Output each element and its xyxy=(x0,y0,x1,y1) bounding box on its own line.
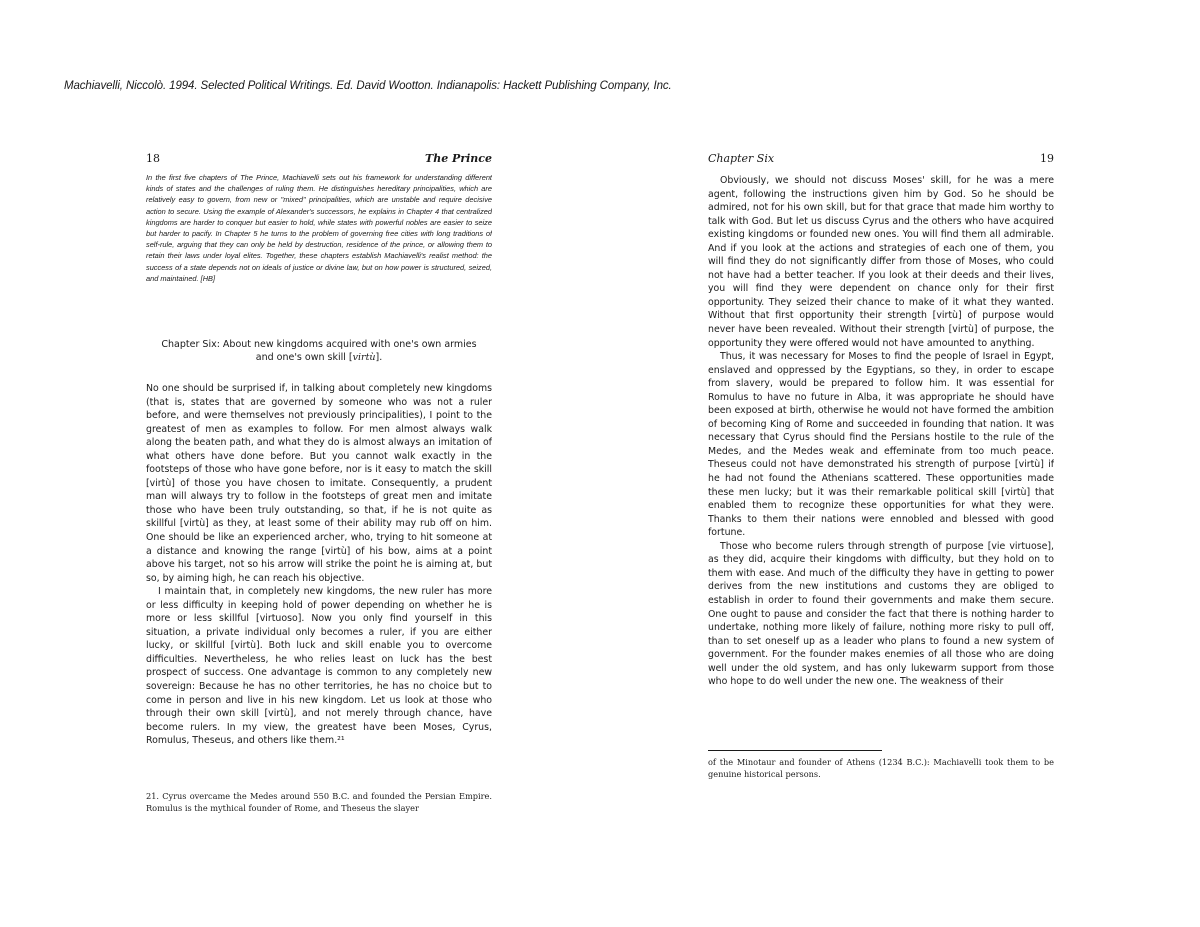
chapter-heading-line2-suffix: ]. xyxy=(375,352,383,363)
right-running-title: Chapter Six xyxy=(708,152,775,165)
right-running-head xyxy=(708,152,1054,170)
left-body-text xyxy=(146,382,492,764)
right-page-number: 19 xyxy=(1040,152,1054,165)
chapter-heading xyxy=(146,338,492,368)
citation-header: Machiavelli, Niccolò. 1994. Selected Political Writings. Ed. David Wootton. Indianapolis: Hackett Publishing Company, Inc. xyxy=(64,80,672,92)
left-running-head xyxy=(146,152,492,170)
chapter-heading-term: virtù xyxy=(352,352,376,363)
left-paragraph-1: No one should be surprised if, in talking about completely new kingdoms (that is, states that are governed by someone who was not a ruler before, and were themselves not previously principalities), I point to the greatest of men as examples to follow. For men almost always walk along the beaten path, and what they do is almost always an imitation of what others have done before. But you cannot walk exactly in the footsteps of those who have gone before, nor is it easy to match the skill [virtù] of those you have chosen to imitate. Consequently, a prudent man will always try to follow in the footsteps of great men and imitate those who have been truly outstanding, so that, if he is not quite as skillful [virtù] as they, at least some of their ability may rub off on him. One should be like an experienced archer, who, trying to hit someone at a distance and knowing the range [virtù] of his bow, aims at a point above his target, not so his arrow will strike the point he is aiming at, but so, by aiming high, he can reach his objective. xyxy=(146,383,492,584)
right-footnote: of the Minotaur and founder of Athens (1234 B.C.): Machiavelli took them to be genuine historical persons. xyxy=(708,757,1054,779)
left-page-number: 18 xyxy=(146,152,160,165)
intro-note: In the first five chapters of The Prince, Machiavelli sets out his framework for understanding different kinds of states and the challenges of ruling them. He distinguishes hereditary principalities, which are relatively easy to govern, from new or "mixed" principalities, which are unstable and require decisive action to secure. Using the example of Alexander's successors, he explains in Chapter 4 that centralized kingdoms are harder to conquer but easier to hold, while states with powerful nobles are easier to seize but harder to pacify. In Chapter 5 he turns to the problem of governing free cities with long traditions of self-rule, arguing that they can only be held by destruction, residence of the prince, or allowing them to retain their laws under loyal elites. Together, these chapters establish Machiavelli's realist method: the success of a state depends not on ideals of justice or divine law, but on how power is structured, seized, and maintained. [HB] xyxy=(146,173,492,283)
right-page xyxy=(708,152,1054,782)
footnote-rule xyxy=(708,750,882,751)
right-paragraph-1: Obviously, we should not discuss Moses' skill, for he was a mere agent, following the instructions given him by God. So he should be admired, not for his own skill, but for that grace that made him worthy to talk with God. But let us discuss Cyrus and the others who have acquired existing kingdoms or founded new ones. You will find them all admirable. And if you look at the actions and strategies of each one of them, you will find they do not significantly differ from those of Moses, who could not have had a better teacher. If you look at their deeds and their lives, you will find they were dependent on chance only for their first opportunity. They seized their chance to make of it what they wanted. Without that first opportunity their strength [virtù] of purpose would never have been revealed. Without their strength [virtù] of purpose, the opportunity they were offered would not have amounted to anything. xyxy=(708,175,1054,349)
left-footnote: 21. Cyrus overcame the Medes around 550 B.C. and founded the Persian Empire. Romulus is the mythical founder of Rome, and Theseus the slayer xyxy=(146,791,492,813)
right-body-text xyxy=(708,174,1054,732)
chapter-heading-line1: Chapter Six: About new kingdoms acquired with one's own armies xyxy=(161,339,477,350)
left-paragraph-2: I maintain that, in completely new kingdoms, the new ruler has more or less difficulty in keeping hold of power depending on whether he is more or less skillful [virtuoso]. Now you only find yourself in this situation, a private individual only becomes a ruler, if you are either lucky, or skillful [virtù]. Both luck and skill enable you to overcome difficulties. Nevertheless, he who relies least on luck has the best prospect of success. One advantage is common to any completely new sovereign: Because he has no other territories, he has no choice but to come in person and live in his new kingdom. Let us look at those who through their own skill [virtù], and not merely through chance, have become rulers. In my view, the greatest have been Moses, Cyrus, Romulus, Theseus, and others like them.²¹ xyxy=(146,586,492,747)
right-paragraph-2: Thus, it was necessary for Moses to find the people of Israel in Egypt, enslaved and oppressed by the Egyptians, so they, in order to escape from slavery, would be prepared to follow him. It was essential for Romulus to have no future in Alba, it was appropriate he should have been exposed at birth, otherwise he would not have formed the ambition of becoming King of Rome and succeeded in founding that nation. It was necessary that Cyrus should find the Persians hostile to the rule of the Medes, and the Medes weak and effeminate from too much peace. Theseus could not have demonstrated his strength of purpose [virtù] if he had not found the Athenians scattered. These opportunities made these men lucky; but it was their remarkable political skill [virtù] that enabled them to recognize these opportunities for what they were. Thanks to them their nations were ennobled and blessed with good fortune. xyxy=(708,351,1054,539)
chapter-heading-line2-prefix: and one's own skill [ xyxy=(255,352,353,363)
left-page xyxy=(146,152,492,816)
left-running-title: The Prince xyxy=(425,152,492,165)
right-paragraph-3: Those who become rulers through strength of purpose [vie virtuose], as they did, acquire their kingdoms with difficulty, but they hold on to them with ease. And much of the difficulty they have in getting to power derives from the new institutions and customs they are obliged to establish in order to found their governments and make them secure. One ought to pause and consider the fact that there is nothing harder to undertake, nothing more likely of failure, nothing more risky to pull off, than to set oneself up as a leader who plans to found a new system of government. For the founder makes enemies of all those who are doing well under the old system, and has only lukewarm support from those who hope to do well under the new one. The weakness of their xyxy=(708,540,1054,688)
chapter-heading-line2 xyxy=(146,351,492,364)
